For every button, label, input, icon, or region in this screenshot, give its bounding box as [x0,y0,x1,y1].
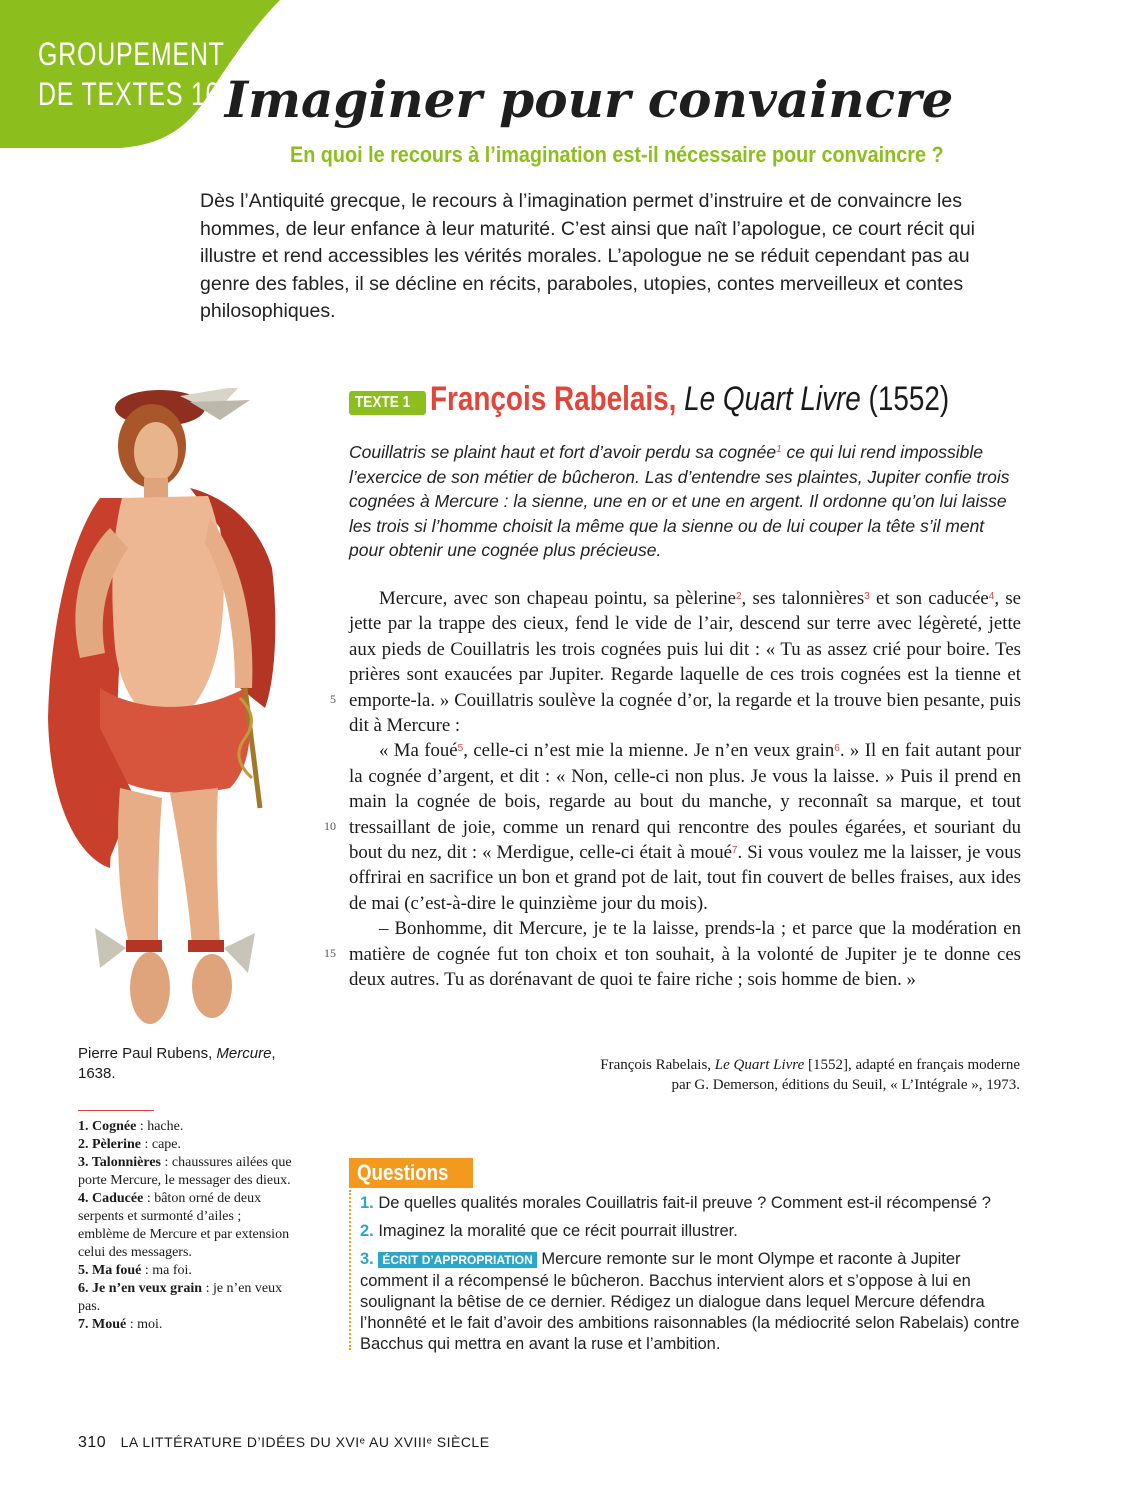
page-subtitle: En quoi le recours à l’imagination est-il nécessaire pour convaincre ? [290,142,944,167]
body-paragraph: Mercure, avec son chapeau pointu, sa pèlerine$^2$, ses talonnières$^3$ et son caducée$^4$, se jette par la trappe des cieux, fend le vide de l’air, descend sur terre avec légèreté, jette aux pieds de Couillatris les trois cognées puis lui dit : « Tu as assez crié pour boire. Tes prières sont exaucées par Jupiter. Regarde laquelle de ces trois cognées est la tienne et emporte-la. » Couillatris soulève la cognée d’or, la regarde et la trouve bien pesante, puis dit à Mercure : [349,588,1021,737]
intro-paragraph: Dès l’Antiquité grecque, le recours à l’imagination permet d’instruire et de convaincre les hommes, de leur enfance à leur maturité. C’est ainsi que naît l’apologue, ce court récit qui illustre et rend accessibles les vérités morales. L’apologue ne se réduit cependant pas au genre des fables, il se décline en récits, paraboles, utopies, contes merveilleux et contes philosophiques. [200,190,976,322]
footnote-item: 2. Pèlerine : cape. [78,1137,182,1152]
question-item: 3. ÉCRIT D’APPROPRIATION Mercure remonte sur le mont Olympe et raconte à Jupiter comment il a récompensé le bûcheron. Bacchus intervient alors et s’oppose à lui en soulignant la bêtise de ce dernier. Rédigez un dialogue dans lequel Mercure défendra l’honnêté et le fait d’avoir des ambitions raisonnables (la médiocrité selon Rabelais) contre Bacchus qui mettra en avant la ruse et l’ambition. [360,1250,1020,1353]
text-source: François Rabelais, Le Quart Livre [1552], adapté en français moderne par G. Demerson, éditions du Seuil, « L’Intégrale », 1973. [600,1057,1020,1093]
page-number: 310 [78,1434,107,1451]
questions-dotted-line [349,1190,353,1350]
footnote-item: 1. Cognée : hache. [78,1119,184,1134]
footnote-item: 3. Talonnières : chaussures ailées que porte Mercure, le messager des dieux. [78,1155,292,1188]
corner-banner-text: GROUPEMENT DE TEXTES 10 [38,36,225,112]
ecrit-appropriation-tag: ÉCRIT D’APPROPRIATION [378,1252,536,1268]
text-year: (1552) [868,380,950,418]
text-number-tag: TEXTE 1 [349,391,426,415]
question-item: 2. Imaginez la moralité que ce récit pourrait illustrer. [360,1222,738,1240]
body-paragraph: – Bonhomme, dit Mercure, je te la laisse, prends-la ; et parce que la modération en matière de cognée fut ton choix et ton souhait, à la volonté de Jupiter je te donne ces deux autres. Tu as dorénavant de quoi te faire riche ; sois homme de bien. » [349,918,1021,991]
text-author: François Rabelais, [430,380,677,418]
line-number: 5 [330,692,336,706]
text-work-title: Le Quart Livre [684,380,861,418]
text-title [430,380,949,419]
mercury-painting-image [40,388,295,1036]
painting-caption: Pierre Paul Rubens, Mercure, 1638. [78,1045,276,1082]
questions-list [360,1193,1020,1362]
text-body [349,586,1021,993]
footnotes-list [78,1118,293,1334]
line-number: 15 [324,946,336,960]
text-chapeau: Couillatris se plaint haut et fort d’avoir perdu sa cognée$^1$ ce qui lui rend impossible l’exercice de son métier de bûcheron. Las d’entendre ses plaintes, Jupiter confie trois cognées à Mercure : la sienne, une en or et une en argent. Il ordonne qu’on lui laisse les trois si l’homme choisit la même que la sienne ou de lui couper la tête s’il ment pour obtenir une cognée plus précieuse. [349,442,1010,560]
page-title: Imaginer pour convaincre [224,70,954,129]
footnotes-divider [78,1110,154,1111]
line-number: 10 [324,819,336,833]
body-paragraph: « Ma foué$^5$, celle-ci n’est mie la mienne. Je n’en veux grain$^6$. » Il en fait autant pour la cognée d’argent, et dit : « Non, celle-ci non plus. Je vous la laisse. » Puis il prend en main la cognée de bois, regarde au bout du manche, y reconnaît sa marque, et tout tressaillant de joie, comme un renard qui rencontre des poules égarées, et souriant du bout du nez, dit : « Merdigue, celle-ci était à moué$^7$. Si vous voulez me la laisser, je vous offrirai en sacrifice un bon et grand pot de lait, tout fin couvert de belles fraises, aux ides de mai (c’est-à-dire le quinzième jour du mois). [349,740,1022,914]
footnote-item: 6. Je n’en veux grain : je n’en veux pas. [78,1281,283,1314]
footnote-item: 7. Moué : moi. [78,1317,163,1332]
page-footer [78,1434,490,1452]
footnote-item: 4. Caducée : bâton orné de deux serpents et surmonté d’ailes ; emblème de Mercure et par extension celui des messagers. [78,1191,290,1260]
footer-section-label: LA LITTÉRATURE D’IDÉES DU XVIᵉ AU XVIIIᵉ SIÈCLE [120,1434,490,1450]
footnote-item: 5. Ma foué : ma foi. [78,1263,192,1278]
questions-header: Questions [349,1158,473,1188]
question-item: 1. De quelles qualités morales Couillatris fait-il preuve ? Comment est-il récompensé ? [360,1194,991,1212]
